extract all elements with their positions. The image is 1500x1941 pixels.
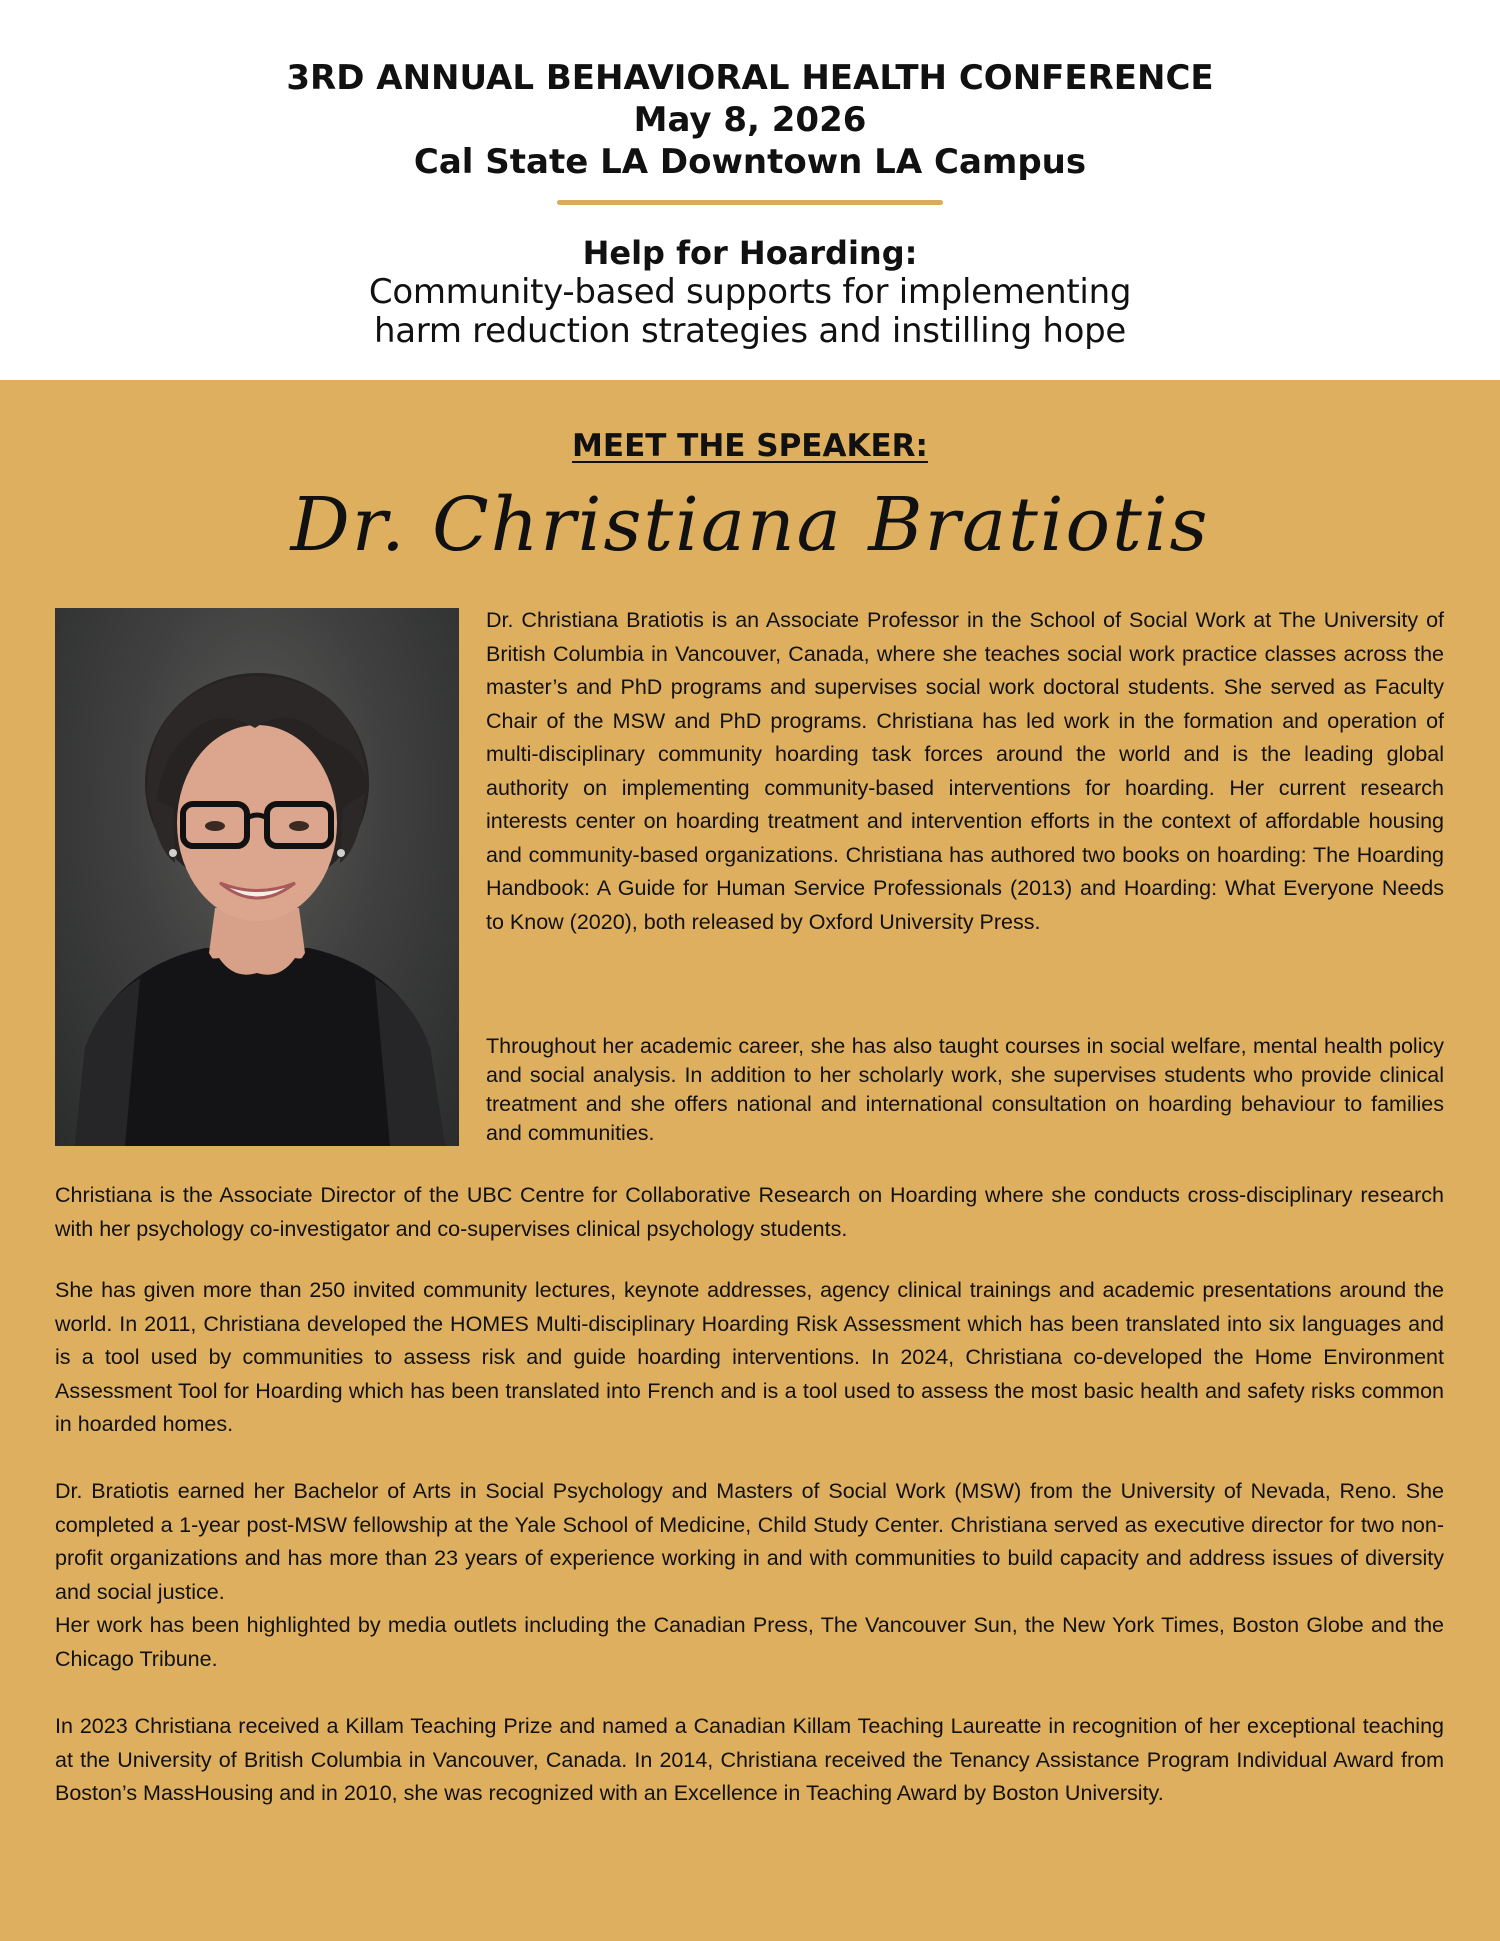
bio-paragraph-6: Her work has been highlighted by media outlets including the Canadian Press, The Vancouver Sun, the New York Times, Boston Globe and the Chicago Tribune.: [55, 1613, 1444, 1671]
bio-paragraph-1: Dr. Christiana Bratiotis is an Associate Professor in the School of Social Work at The University of British Columbia in Vancouver, Canada, where she teaches social work practice classes across the master’s and PhD programs and supervises social work doctoral students. She served as Faculty Chair of the MSW and PhD programs. Christiana has led work in the formation and operation of multi-disciplinary community hoarding task forces around the world and is the leading global authority on implementing community-based interventions for hoarding. Her current research interests center on hoarding treatment and intervention efforts in the context of affordable housing and community-based organizations. Christiana has authored two books on hoarding: The Hoarding Handbook: A Guide for Human Service Professionals (2013) and Hoarding: What Everyone Needs to Know (2020), both released by Oxford University Press.: [486, 608, 1444, 934]
bio-paragraph-2: Throughout her academic career, she has also taught courses in social welfare, mental health policy and social analysis. In addition to her scholarly work, she supervises students who provide clinical treatment and she offers national and international consultation on hoarding behaviour to families and communities.: [486, 1034, 1444, 1145]
bio-paragraph-4: She has given more than 250 invited community lectures, keynote addresses, agency clinical trainings and academic presentations around the world. In 2011, Christiana developed the HOMES Multi-disciplinary Hoarding Risk Assessment which has been translated into six languages and is a tool used by communities to assess risk and guide hoarding interventions. In 2024, Christiana co-developed the Home Environment Assessment Tool for Hoarding which has been translated into French and is a tool used to assess the most basic health and safety risks common in hoarded homes.: [55, 1278, 1444, 1436]
conference-header: [0, 0, 1500, 380]
bio-paragraph-3: Christiana is the Associate Director of the UBC Centre for Collaborative Research on Hoarding where she conducts cross-disciplinary research with her psychology co-investigator and co-supervises clinical psychology students.: [55, 1183, 1444, 1241]
gold-divider: [557, 200, 943, 205]
meet-the-speaker-heading: MEET THE SPEAKER:: [572, 428, 928, 464]
speaker-section: [0, 380, 1500, 1941]
conference-location: Cal State LA Downtown LA Campus: [413, 142, 1087, 182]
speaker-portrait-photo: [55, 608, 459, 1146]
session-subtitle-line1: Community-based supports for implementing: [368, 272, 1132, 312]
bio-paragraph-7: In 2023 Christiana received a Killam Teaching Prize and named a Canadian Killam Teaching Laureatte in recognition of her exceptional teaching at the University of British Columbia in Vancouver, Canada. In 2014, Christiana received the Tenancy Assistance Program Individual Award from Boston’s MassHousing and in 2010, she was recognized with an Excellence in Teaching Award by Boston University.: [55, 1714, 1444, 1805]
session-title: Help for Hoarding:: [582, 234, 918, 272]
portrait-icon: [55, 608, 459, 1146]
bio-paragraph-5: Dr. Bratiotis earned her Bachelor of Arts in Social Psychology and Masters of Social Work (MSW) from the University of Nevada, Reno. She completed a 1-year post-MSW fellowship at the Yale School of Medicine, Child Study Center. Christiana served as executive director for two non-profit organizations and has more than 23 years of experience working in and with communities to build capacity and address issues of diversity and social justice.: [55, 1479, 1444, 1604]
conference-date: May 8, 2026: [633, 100, 867, 140]
conference-title: 3RD ANNUAL BEHAVIORAL HEALTH CONFERENCE: [286, 58, 1214, 98]
speaker-name: Dr. Christiana Bratiotis: [290, 482, 1210, 568]
session-subtitle-line2: harm reduction strategies and instilling hope: [373, 311, 1127, 351]
